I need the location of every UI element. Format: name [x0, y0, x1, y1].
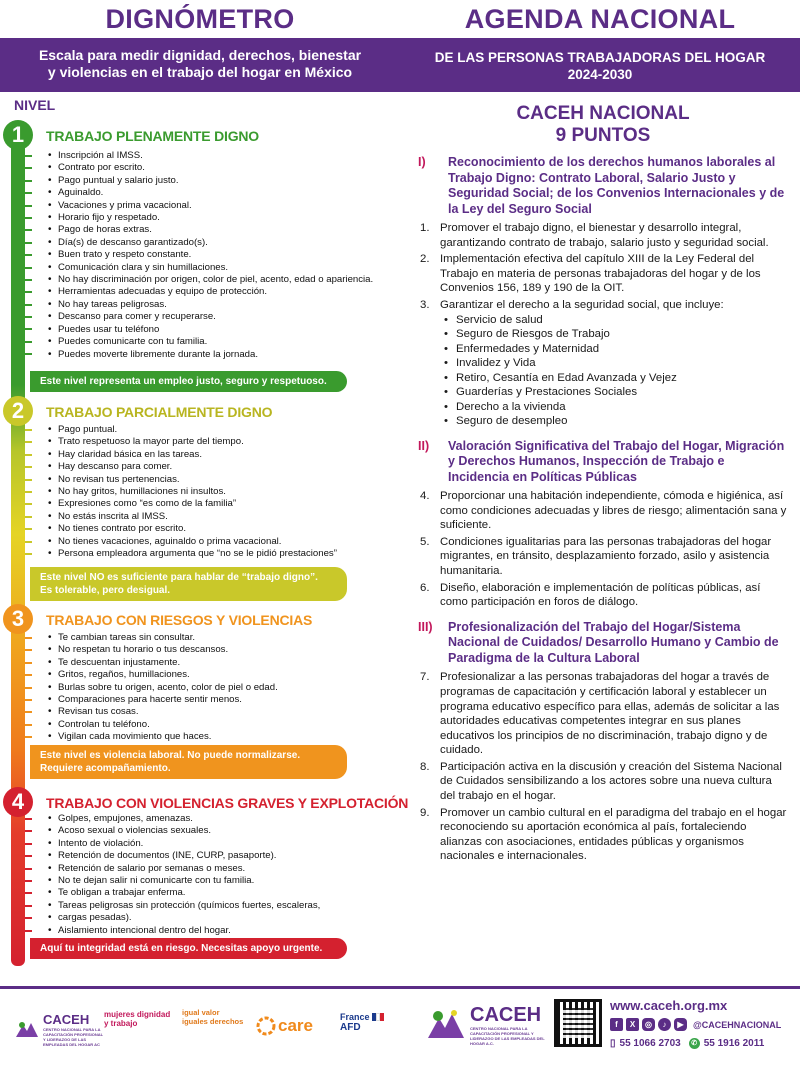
tick-mark [25, 291, 32, 293]
tiktok-icon[interactable]: ♪ [658, 1018, 671, 1031]
sub-item: • Retiro, Cesantía en Edad Avanzada y Vejez [440, 371, 724, 386]
phone-1[interactable]: 55 1066 2703 [619, 1038, 681, 1049]
tick-mark [25, 353, 32, 355]
point-number: 5. [420, 535, 430, 548]
level-item: • No te dejan salir ni comunicarte con tu familia. [46, 875, 386, 887]
level-item: • Hay claridad básica en las tareas. [46, 449, 386, 461]
level-item: • Pago puntual y salario justo. [46, 175, 386, 187]
x-icon[interactable]: X [626, 1018, 639, 1031]
mujeres-logo-text: mujeres dignidad y trabajo [104, 1010, 171, 1028]
sub-item: • Seguro de desempleo [440, 414, 724, 429]
level-item: • No revisan tus pertenencias. [46, 474, 386, 486]
tick-mark [25, 528, 32, 530]
level-item: • Revisan tus cosas. [46, 706, 386, 718]
level-item: • Aguinaldo. [46, 187, 386, 199]
sub-item: • Invalidez y Vida [440, 356, 724, 371]
level-item: • Contrato por escrito. [46, 162, 386, 174]
section-title: Profesionalización del Trabajo del Hogar/Sistema Nacional de Cuidados/ Desarrollo Humano y Cambio de Paradigma de la Cultura Laboral [448, 619, 779, 665]
level-item: • Burlas sobre tu origen, acento, color de piel o edad. [46, 682, 386, 694]
caceh-nacional-title [418, 103, 788, 147]
level-item: • Puedes moverte libremente durante la jornada. [46, 349, 386, 361]
title-line: CACEH NACIONAL [516, 103, 690, 124]
section-roman-numeral: III) [418, 619, 433, 634]
facebook-icon[interactable]: f [610, 1018, 623, 1031]
instagram-icon[interactable]: ◎ [642, 1018, 655, 1031]
caceh-logo-icon [14, 1019, 40, 1041]
nivel-label: NIVEL [14, 97, 56, 113]
agenda-point [418, 221, 788, 250]
care-logo-text: care [278, 1016, 313, 1035]
sub-item: • Derecho a la vivienda [440, 400, 724, 415]
tick-mark [25, 503, 32, 505]
level-item: • Horario fijo y respetado. [46, 212, 386, 224]
caceh-big-sub: CENTRO NACIONAL PARA LA CAPACITACIÓN PROFESIONAL Y LIDERAZGO DE LAS EMPLEADAS DEL HOGAR A.C. [470, 1026, 545, 1046]
level-number-badge: 2 [3, 396, 33, 426]
phone-2[interactable]: 55 1916 2011 [703, 1038, 765, 1049]
level-item: • No hay tareas peligrosas. [46, 299, 386, 311]
level-item-list [46, 424, 386, 560]
tick-mark [25, 699, 32, 701]
point-text: Implementación efectiva del capítulo XIII de la Ley Federal del Trabajo en materia de personas trabajadoras del hogar y de los Convenios 156, 189 y 190 de la OIT. [440, 253, 761, 295]
caceh-small-logo [14, 1012, 103, 1047]
level-title: TRABAJO CON RIESGOS Y VIOLENCIAS [46, 612, 313, 628]
summary-line: Aquí tu integridad está en riesgo. Necesitas apoyo urgente. [40, 943, 323, 954]
caceh-small-name: CACEH [43, 1012, 90, 1027]
level-summary [30, 938, 347, 959]
caceh-small-sub: CENTRO NACIONAL PARA LA CAPACITACIÓN PROFESIONAL Y LIDERAZGO DE LAS EMPLEADAS DEL HOGAR AC [43, 1027, 104, 1047]
qr-pattern [563, 1008, 593, 1038]
level-item: • Comparaciones para hacerte sentir menos. [46, 694, 386, 706]
phone-icon: ▯ [610, 1038, 616, 1049]
level-item: • Día(s) de descanso garantizado(s). [46, 237, 386, 249]
care-flower-icon [256, 1016, 276, 1036]
tick-mark [25, 868, 32, 870]
tick-mark [25, 304, 32, 306]
subtitle-line: DE LAS PERSONAS TRABAJADORAS DEL HOGAR [434, 50, 766, 65]
level-item: • No hay discriminación por origen, color de piel, acento, edad o apariencia. [46, 274, 386, 286]
level-item: • Inscripción al IMSS. [46, 150, 386, 162]
level-item: • Golpes, empujones, amenazas. [46, 813, 386, 825]
tick-mark [25, 917, 32, 919]
point-body [440, 581, 788, 610]
section-heading [418, 439, 788, 486]
tick-mark [25, 830, 32, 832]
level-item: • cargas pesadas). [46, 912, 386, 924]
tick-mark [25, 466, 32, 468]
agenda-point [418, 760, 788, 804]
sub-item: • Seguro de Riesgos de Trabajo [440, 327, 724, 342]
footer-divider [0, 986, 800, 989]
tick-mark [25, 491, 32, 493]
mujeres-logo [104, 1010, 172, 1028]
tick-mark [25, 892, 32, 894]
level-item: • Retención de salario por semanas o meses. [46, 863, 386, 875]
point-number: 3. [420, 298, 430, 311]
point-body [440, 535, 788, 579]
tick-mark [25, 649, 32, 651]
level-item: • No hay gritos, humillaciones ni insultos. [46, 486, 386, 498]
sub-item: • Enfermedades y Maternidad [440, 342, 724, 357]
tick-mark [25, 441, 32, 443]
tick-mark [25, 229, 32, 231]
point-number: 1. [420, 222, 430, 234]
level-ticks [25, 818, 33, 942]
tick-mark [25, 217, 32, 219]
point-body [440, 806, 788, 864]
level-item: • Pago de horas extras. [46, 224, 386, 236]
agenda-point [418, 806, 788, 864]
point-body [440, 298, 724, 429]
level-title: TRABAJO PARCIALMENTE DIGNO [46, 404, 273, 420]
point-body [440, 670, 788, 758]
level-item: • Hay descanso para comer. [46, 461, 386, 473]
summary-line: Este nivel representa un empleo justo, seguro y respetuoso. [40, 376, 327, 387]
social-links [610, 1018, 781, 1031]
dignometro-subtitle [0, 38, 400, 81]
whatsapp-icon: ✆ [689, 1038, 700, 1049]
section-points [418, 221, 788, 429]
agenda-point [418, 489, 788, 533]
level-item: • Intento de violación. [46, 838, 386, 850]
summary-line: Es tolerable, pero desigual. [40, 585, 171, 596]
level-item: • No tienes contrato por escrito. [46, 523, 386, 535]
level-summary [30, 371, 347, 392]
subtitle-line: 2024-2030 [567, 67, 633, 82]
caceh-big-logo [426, 1004, 554, 1046]
level-item-list [46, 150, 386, 361]
agenda-point [418, 581, 788, 610]
level-number-badge: 4 [3, 787, 33, 817]
level-item-list [46, 632, 386, 744]
tick-mark [25, 818, 32, 820]
point-body [440, 221, 788, 250]
tick-mark [25, 429, 32, 431]
point-text: Promover el trabajo digno, el bienestar y desarrollo integral, garantizando contrato de trabajo, salario justo y seguridad social. [440, 222, 769, 249]
level-title: TRABAJO PLENAMENTE DIGNO [46, 128, 259, 144]
level-item: • Controlan tu teléfono. [46, 719, 386, 731]
afd-text: AFD [340, 1022, 361, 1033]
level-item: • Gritos, regaños, humillaciones. [46, 669, 386, 681]
tick-mark [25, 637, 32, 639]
section-roman-numeral: II) [418, 438, 430, 453]
point-body [440, 489, 788, 533]
tick-mark [25, 553, 32, 555]
section-title: Valoración Significativa del Trabajo del Hogar, Migración y Derechos Humanos, Inspección de Trabajo e Incidencia en Políticas Públicas [448, 438, 785, 484]
point-number: 9. [420, 806, 430, 819]
section-points [418, 489, 788, 610]
subtitle-line: Escala para medir dignidad, derechos, bienestar [38, 47, 362, 63]
footer [0, 990, 800, 1068]
point-text: Diseño, elaboración e implementación de políticas públicas, así como participación en foros de diálogo. [440, 581, 761, 609]
tick-mark [25, 254, 32, 256]
agenda-point [418, 535, 788, 579]
tick-mark [25, 267, 32, 269]
level-item: • Aislamiento intencional dentro del hogar. [46, 925, 386, 937]
point-text: Condiciones igualitarias para las personas trabajadoras del hogar migrantes, en tránsito, desplazamiento forzado, asilo y asistencia humanitaria. [440, 535, 772, 578]
point-number: 2. [420, 253, 430, 266]
agenda-point [418, 298, 788, 429]
level-ticks [25, 155, 33, 366]
level-gradient-bar [11, 136, 25, 966]
tick-mark [25, 724, 32, 726]
tick-mark [25, 736, 32, 738]
sub-item: • Servicio de salud [440, 313, 724, 328]
point-sub-list [440, 313, 724, 429]
france-afd-logo [340, 1012, 384, 1033]
caceh-logo-icon [426, 1008, 466, 1042]
level-item: • Acoso sexual o violencias sexuales. [46, 825, 386, 837]
tick-mark [25, 930, 32, 932]
care-logo [256, 1016, 313, 1036]
point-number: 4. [420, 490, 430, 503]
level-item: • No tienes vacaciones, aguinaldo o prima vacacional. [46, 536, 386, 548]
agenda-content [418, 103, 788, 866]
point-text: Garantizar el derecho a la seguridad social, que incluye: [440, 298, 724, 311]
subtitle-line: y violencias en el trabajo del hogar en México [47, 64, 353, 80]
point-body [440, 760, 788, 804]
tick-mark [25, 687, 32, 689]
agenda-point [418, 670, 788, 758]
level-item-list [46, 813, 386, 937]
igualdad-logo [182, 1008, 246, 1026]
agenda-subtitle [400, 38, 800, 83]
agenda-header [400, 0, 800, 83]
level-item: • Retención de documentos (INE, CURP, pasaporte). [46, 850, 386, 862]
level-item: • Persona empleadora argumenta que “no se le pidió prestaciones” [46, 548, 386, 560]
level-item: • Te descuentan injustamente. [46, 657, 386, 669]
summary-line: Requiere acompañamiento. [40, 763, 171, 774]
section-roman-numeral: I) [418, 155, 426, 169]
social-handle[interactable]: @CACEHNACIONAL [693, 1019, 782, 1030]
agenda-sections [418, 155, 788, 864]
level-item: • Trato respetuoso la mayor parte del tiempo. [46, 436, 386, 448]
tick-mark [25, 279, 32, 281]
section-heading [418, 620, 788, 667]
tick-mark [25, 341, 32, 343]
level-item: • Te obligan a trabajar enferma. [46, 887, 386, 899]
tick-mark [25, 541, 32, 543]
level-item: • Herramientas adecuadas y equipo de protección. [46, 286, 386, 298]
tick-mark [25, 316, 32, 318]
tick-mark [25, 905, 32, 907]
level-number-badge: 3 [3, 604, 33, 634]
point-text: Proporcionar una habitación independiente, cómoda e higiénica, así como condiciones adecuadas y libres de riesgo; alimentación sana y suficiente. [440, 490, 787, 532]
level-item: • Puedes comunicarte con tu familia. [46, 336, 386, 348]
level-ticks [25, 429, 33, 565]
level-title: TRABAJO CON VIOLENCIAS GRAVES Y EXPLOTACIÓN [46, 795, 409, 811]
dignometro-header [0, 0, 400, 81]
france-text: France [340, 1012, 370, 1022]
level-item: • Tareas peligrosas sin protección (químicos fuertes, escaleras, [46, 900, 386, 912]
igualdad-logo-text: igual valor iguales derechos [182, 1008, 244, 1026]
tick-mark [25, 855, 32, 857]
tick-mark [25, 180, 32, 182]
summary-line: Este nivel NO es suficiente para hablar de “trabajo digno”. [40, 572, 318, 583]
level-item: • Buen trato y respeto constante. [46, 249, 386, 261]
tick-mark [25, 843, 32, 845]
tick-mark [25, 328, 32, 330]
section-heading [418, 155, 788, 217]
point-text: Participación activa en la discusión y creación del Sistema Nacional de Cuidados sensibilizando a los actores sobre una nueva cultura del trabajo en el hogar. [440, 760, 782, 803]
point-number: 8. [420, 760, 430, 773]
phone-numbers [610, 1038, 764, 1049]
tick-mark [25, 155, 32, 157]
agenda-title: AGENDA NACIONAL [464, 4, 736, 34]
level-item: • No estás inscrita al IMSS. [46, 511, 386, 523]
tick-mark [25, 242, 32, 244]
qr-code[interactable] [554, 999, 602, 1047]
section-title: Reconocimiento de los derechos humanos laborales al Trabajo Digno: Contrato Laboral, Salario Justo y Seguridad Social; de los Convenios Internacionales y de la Ley del Seguro Social [448, 155, 785, 216]
point-text: Promover un cambio cultural en el paradigma del trabajo en el hogar reconociendo su aportación económica al país, fortaleciendo alianzas con asociaciones, entidades públicas y organismos nacionales e internacionales. [440, 806, 787, 863]
level-item: • Vigilan cada movimiento que haces. [46, 731, 386, 743]
agenda-point [418, 252, 788, 296]
youtube-icon[interactable]: ▶ [674, 1018, 687, 1031]
point-number: 6. [420, 581, 430, 594]
level-item: • Pago puntual. [46, 424, 386, 436]
level-item: • Comunicación clara y sin humillaciones. [46, 262, 386, 274]
level-item: • Te cambian tareas sin consultar. [46, 632, 386, 644]
level-summary [30, 567, 347, 601]
website-link[interactable]: www.caceh.org.mx [610, 998, 728, 1013]
level-item: • Expresiones como “es como de la familia” [46, 498, 386, 510]
title-line: 9 PUNTOS [555, 125, 651, 146]
tick-mark [25, 479, 32, 481]
tick-mark [25, 711, 32, 713]
level-item: • No respetan tu horario o tus descansos. [46, 644, 386, 656]
tick-mark [25, 880, 32, 882]
level-summary [30, 745, 347, 779]
tick-mark [25, 662, 32, 664]
tick-mark [25, 516, 32, 518]
tick-mark [25, 674, 32, 676]
tick-mark [25, 205, 32, 207]
dignometro-title: DIGNÓMETRO [105, 4, 295, 34]
level-number-badge: 1 [3, 120, 33, 150]
tick-mark [25, 192, 32, 194]
point-number: 7. [420, 671, 430, 684]
level-item: • Puedes usar tu teléfono [46, 324, 386, 336]
level-item: • Descanso para comer y recuperarse. [46, 311, 386, 323]
tick-mark [25, 454, 32, 456]
level-item: • Vacaciones y prima vacacional. [46, 200, 386, 212]
section-points [418, 670, 788, 864]
level-ticks [25, 637, 33, 749]
point-text: Profesionalizar a las personas trabajadoras del hogar a través de programas de capacitación y certificación laboral y establecer un programa educativo específico para ellas, además de solicitar a las autoridades educativas competentes integrar en sus planes educativos los principios de no discriminación, trabajo digno y de cuidado. [440, 671, 780, 757]
sub-item: • Guarderías y Prestaciones Sociales [440, 385, 724, 400]
caceh-big-name: CACEH [470, 1004, 542, 1026]
flag-stripe [380, 1013, 384, 1021]
tick-mark [25, 167, 32, 169]
point-body [440, 252, 788, 296]
summary-line: Este nivel es violencia laboral. No puede normalizarse. [40, 750, 301, 761]
